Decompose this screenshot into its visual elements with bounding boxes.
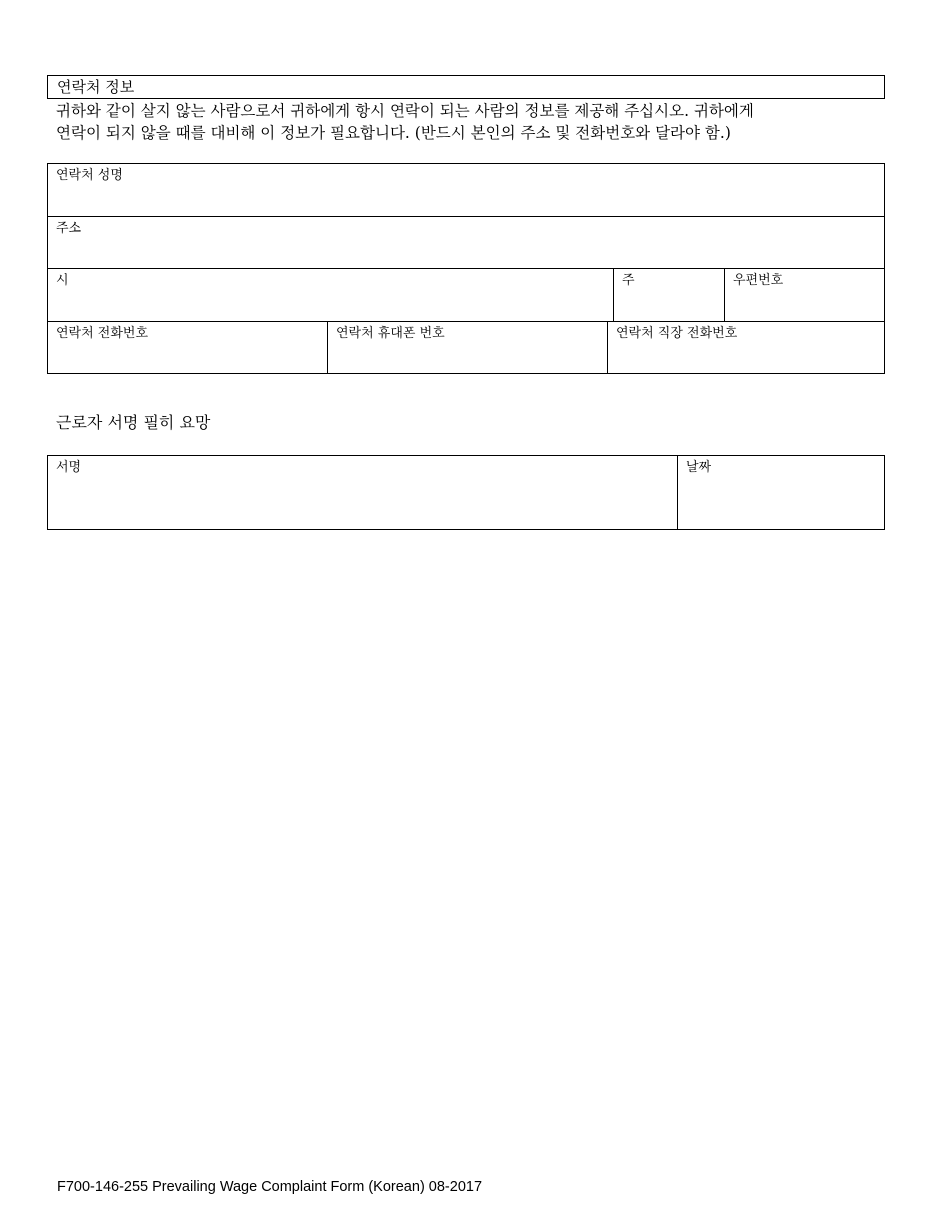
contact-info-instructions	[56, 100, 886, 144]
contact-phone-field[interactable]	[48, 322, 328, 374]
contact-work-phone-field[interactable]	[608, 322, 885, 374]
contact-phone-label: 연락처 전화번호	[56, 326, 149, 341]
contact-work-phone-label: 연락처 직장 전화번호	[616, 326, 738, 341]
signature-table	[47, 455, 885, 530]
instructions-line-1: 귀하와 같이 살지 않는 사람으로서 귀하에게 항시 연락이 되는 사람의 정보를 제공해 주십시오. 귀하에게	[56, 102, 754, 120]
date-label: 날짜	[686, 460, 712, 475]
contact-name-label: 연락처 성명	[56, 168, 123, 183]
zip-field[interactable]	[725, 269, 885, 322]
city-field[interactable]	[48, 269, 614, 322]
contact-name-field[interactable]	[48, 164, 885, 217]
signature-required-heading: 근로자 서명 필히 요망	[56, 413, 211, 432]
address-label: 주소	[56, 221, 82, 236]
state-label: 주	[622, 273, 635, 288]
contact-mobile-label: 연락처 휴대폰 번호	[336, 326, 445, 341]
contact-info-table	[47, 163, 885, 374]
state-field[interactable]	[614, 269, 725, 322]
date-field[interactable]	[678, 456, 885, 530]
address-field[interactable]	[48, 217, 885, 269]
instructions-line-2: 연락이 되지 않을 때를 대비해 이 정보가 필요합니다. (반드시 본인의 주소 및 전화번호와 달라야 함.)	[56, 124, 731, 142]
contact-mobile-field[interactable]	[328, 322, 608, 374]
contact-info-header: 연락처 정보	[47, 75, 885, 99]
signature-label: 서명	[56, 460, 82, 475]
city-label: 시	[56, 273, 69, 288]
zip-label: 우편번호	[733, 273, 784, 288]
form-footer-id: F700-146-255 Prevailing Wage Complaint Form (Korean) 08-2017	[57, 1179, 483, 1195]
signature-field[interactable]	[48, 456, 678, 530]
